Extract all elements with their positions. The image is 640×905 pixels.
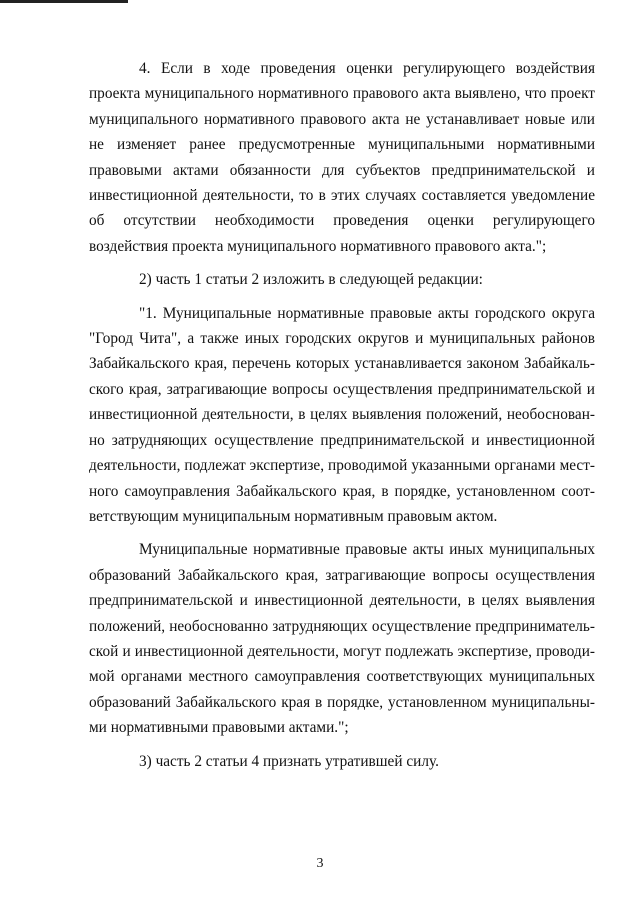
paragraph-amend-article-2: 2) часть 1 статьи 2 изложить в следующей редакции:: [139, 271, 483, 289]
paragraph-repeal-article-4: 3) часть 2 статьи 4 признать утратившей силу.: [139, 752, 439, 770]
document-body: [89, 56, 595, 774]
paragraph-new-part-1: "1. Муниципальные нормативные правовые акты городского округа "Город Чита", а также иных городских округов и муниципальных районов Забайкальского края, перечень которых устанавливается законом Забайкальского края, затрагивающие вопросы осуществления предпринимательской и инвестиционной деятельности, в целях выявления положений, необоснованно затрудняющих осуществление предпринимательской и инвестиционной деятельности, подлежат экспертизе, проводимой указанными органами местного самоуправления Забайкальского края, в порядке, установленном соответствующим муниципальным нормативным правовым актом.: [89, 304, 595, 525]
paragraph-evaluation-notice: 4. Если в ходе проведения оценки регулирующего воздействия проекта муниципального нормативного правового акта выявлено, что проект муниципального нормативного правового акта не устанавливает новые или не изменяет ранее предусмотренные муниципальными нормативными правовыми актами обязанности для субъектов предпринимательской и инвестиционной деятельности, то в этих случаях составляется уведомление об отсутствии необходимости проведения оценки регулирующего воздействия проекта муниципального нормативного правового акта.";: [89, 60, 595, 255]
page-number: 3: [316, 856, 324, 871]
paragraph-other-municipalities: Муниципальные нормативные правовые акты иных муниципальных образований Забайкальского края, затрагивающие вопросы осуществления предпринимательской и инвестиционной деятельности, в целях выявления положений, необоснованно затрудняющих осуществление предпринимательской и инвестиционной деятельности, могут подлежать экспертизе, проводимой органами местного самоуправления соответствующих муниципальных образований Забайкальского края в порядке, установленном муниципальными нормативными правовыми актами.";: [89, 541, 595, 737]
header-rule: [0, 0, 128, 3]
